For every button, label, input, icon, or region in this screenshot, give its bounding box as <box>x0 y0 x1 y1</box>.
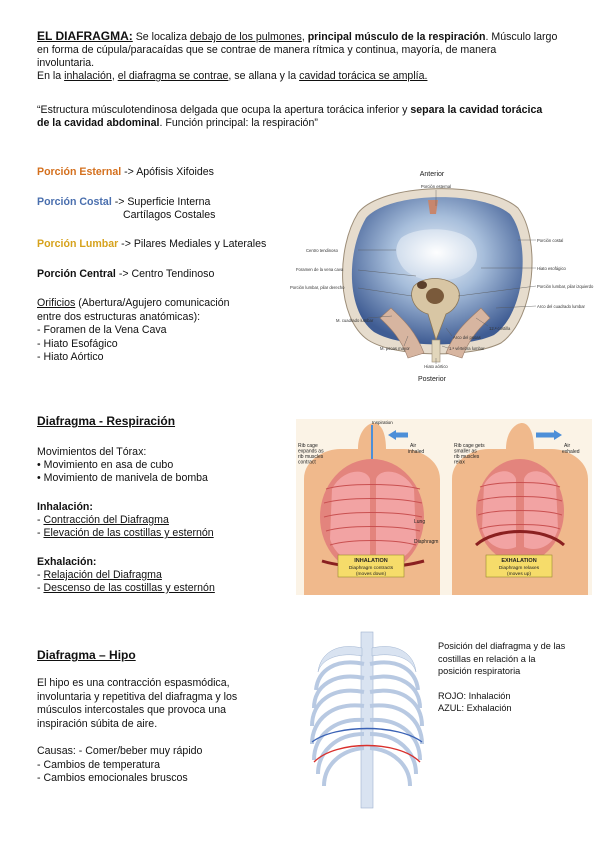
svg-text:Rib cage getssmaller asrib mus: Rib cage gets smaller as rib muscles relax <box>454 443 485 466</box>
svg-text:Hiato esofágico: Hiato esofágico <box>537 266 566 271</box>
diaphragm-illustration <box>290 168 594 386</box>
svg-text:Diaphragm relaxes: Diaphragm relaxes <box>498 566 540 571</box>
svg-text:Lung: Lung <box>414 519 426 525</box>
svg-text:Porción esternal: Porción esternal <box>420 184 452 189</box>
hipo-content: El hipo es una contracción espasmódica, involuntaria y repetitiva del diafragma y los músculos intercostales que provoca una inspiración súbita de aire. Causas: - Comer/beber muy rápido - Cambios de temperatura - Cambios emocionales bruscos <box>37 677 238 784</box>
intro-title: EL DIAFRAGMA: <box>37 29 133 43</box>
intro-line-2: en forma de cúpula/paracaídas que se contrae de manera rítmica y continua, mayoría, de manera <box>37 44 497 56</box>
svg-text:Diaphragm contracts: Diaphragm contracts <box>348 566 394 571</box>
svg-text:Arco del cuadrado lumbar: Arco del cuadrado lumbar <box>537 304 585 309</box>
svg-text:M. cuadrado lumbar: M. cuadrado lumbar <box>336 318 374 323</box>
respiracion-heading: Diafragma - Respiración <box>37 414 176 428</box>
svg-text:Airexhaled: Air exhaled <box>562 443 580 455</box>
svg-text:Porción costal: Porción costal <box>537 238 564 243</box>
svg-text:(moves up): (moves up) <box>507 572 531 577</box>
porcion-lumbar: Porción Lumbar -> Pilares Mediales y Laterales <box>37 238 267 250</box>
svg-text:Arco del psoas: Arco del psoas <box>453 335 481 340</box>
svg-text:1.ª vértebra lumbar: 1.ª vértebra lumbar <box>449 346 485 351</box>
porcion-central: Porción Central -> Centro Tendinoso <box>37 268 215 280</box>
intro-line-3: involuntaria. <box>37 57 95 69</box>
diaphragm-anatomy-figure <box>290 168 594 386</box>
svg-text:(moves down): (moves down) <box>355 572 387 577</box>
orificios-list: Orificios (Abertura/Agujero comunicación entre dos estructuras anatómicas): - Foramen de la Vena Cava - Hiato Esofágico - Hiato Aórtico <box>37 297 230 363</box>
porcion-costal: Porción Costal -> Superficie Interna Cartílagos Costales <box>37 196 216 221</box>
legend-rojo: ROJO: Inhalación <box>438 690 511 701</box>
svg-text:INHALATION: INHALATION <box>354 558 388 564</box>
svg-text:M. psoas mayor: M. psoas mayor <box>380 346 410 351</box>
intro-line-4: En la inhalación, el diafragma se contrae, se allana y la cavidad torácica se amplía. <box>37 70 428 82</box>
orificio-item: - Foramen de la Vena Cava <box>37 324 167 336</box>
svg-text:Foramen de la vena cava: Foramen de la vena cava <box>296 267 344 272</box>
legend-azul: AZUL: Exhalación <box>438 703 512 713</box>
porcion-esternal: Porción Esternal -> Apófisis Xifoides <box>37 166 214 178</box>
respiracion-content: Movimientos del Tórax: • Movimiento en asa de cubo • Movimiento de manivela de bomba Inhalación: - Contracción del Diafragma - Elevación de las costillas y esternón Exhalación: - Relajación del Diafragma - Descenso de las costillas y esternón <box>37 446 215 594</box>
svg-text:12.ª costilla: 12.ª costilla <box>489 326 511 331</box>
svg-text:EXHALATION: EXHALATION <box>501 558 537 564</box>
svg-text:Anterior: Anterior <box>419 171 445 178</box>
intro-line-1: EL DIAFRAGMA: Se localiza debajo de los pulmones, principal músculo de la respiración. Músculo largo <box>37 29 558 43</box>
svg-text:Hiato aórtico: Hiato aórtico <box>424 364 448 369</box>
orificio-item: - Hiato Esofágico <box>37 337 118 350</box>
svg-text:Centro tendinoso: Centro tendinoso <box>306 248 338 253</box>
intro-paragraph <box>37 30 577 83</box>
orificio-item: - Hiato Aórtico <box>37 351 104 363</box>
definition-quote: “Estructura músculotendinosa delgada que ocupa la apertura torácica inferior y separa la cavidad torácica de la cavidad abdominal. Función principal: la respiración” <box>37 104 543 129</box>
svg-text:Inspiration: Inspiration <box>372 420 393 425</box>
breathing-figure <box>296 419 592 595</box>
hipo-heading: Diafragma – Hipo <box>37 648 136 662</box>
svg-text:Diaphragm: Diaphragm <box>414 539 439 545</box>
ribcage-illustration <box>306 628 430 808</box>
breathing-illustration <box>296 419 592 595</box>
svg-text:Porción lumbar, pilar derecho: Porción lumbar, pilar derecho <box>290 285 345 290</box>
posicion-note: Posición del diafragma y de las costillas en relación a la posición respiratoria ROJO: Inhalación AZUL: Exhalación <box>438 641 566 713</box>
svg-text:Posterior: Posterior <box>417 376 447 383</box>
svg-text:Rib cageexpands asrib musclesc: Rib cage expands as rib muscles contract <box>298 443 324 466</box>
svg-text:Airinhaled: Air inhaled <box>408 443 425 455</box>
svg-text:Porción lumbar, pilar izquierd: Porción lumbar, pilar izquierdo <box>537 284 594 289</box>
ribcage-figure <box>306 628 430 808</box>
